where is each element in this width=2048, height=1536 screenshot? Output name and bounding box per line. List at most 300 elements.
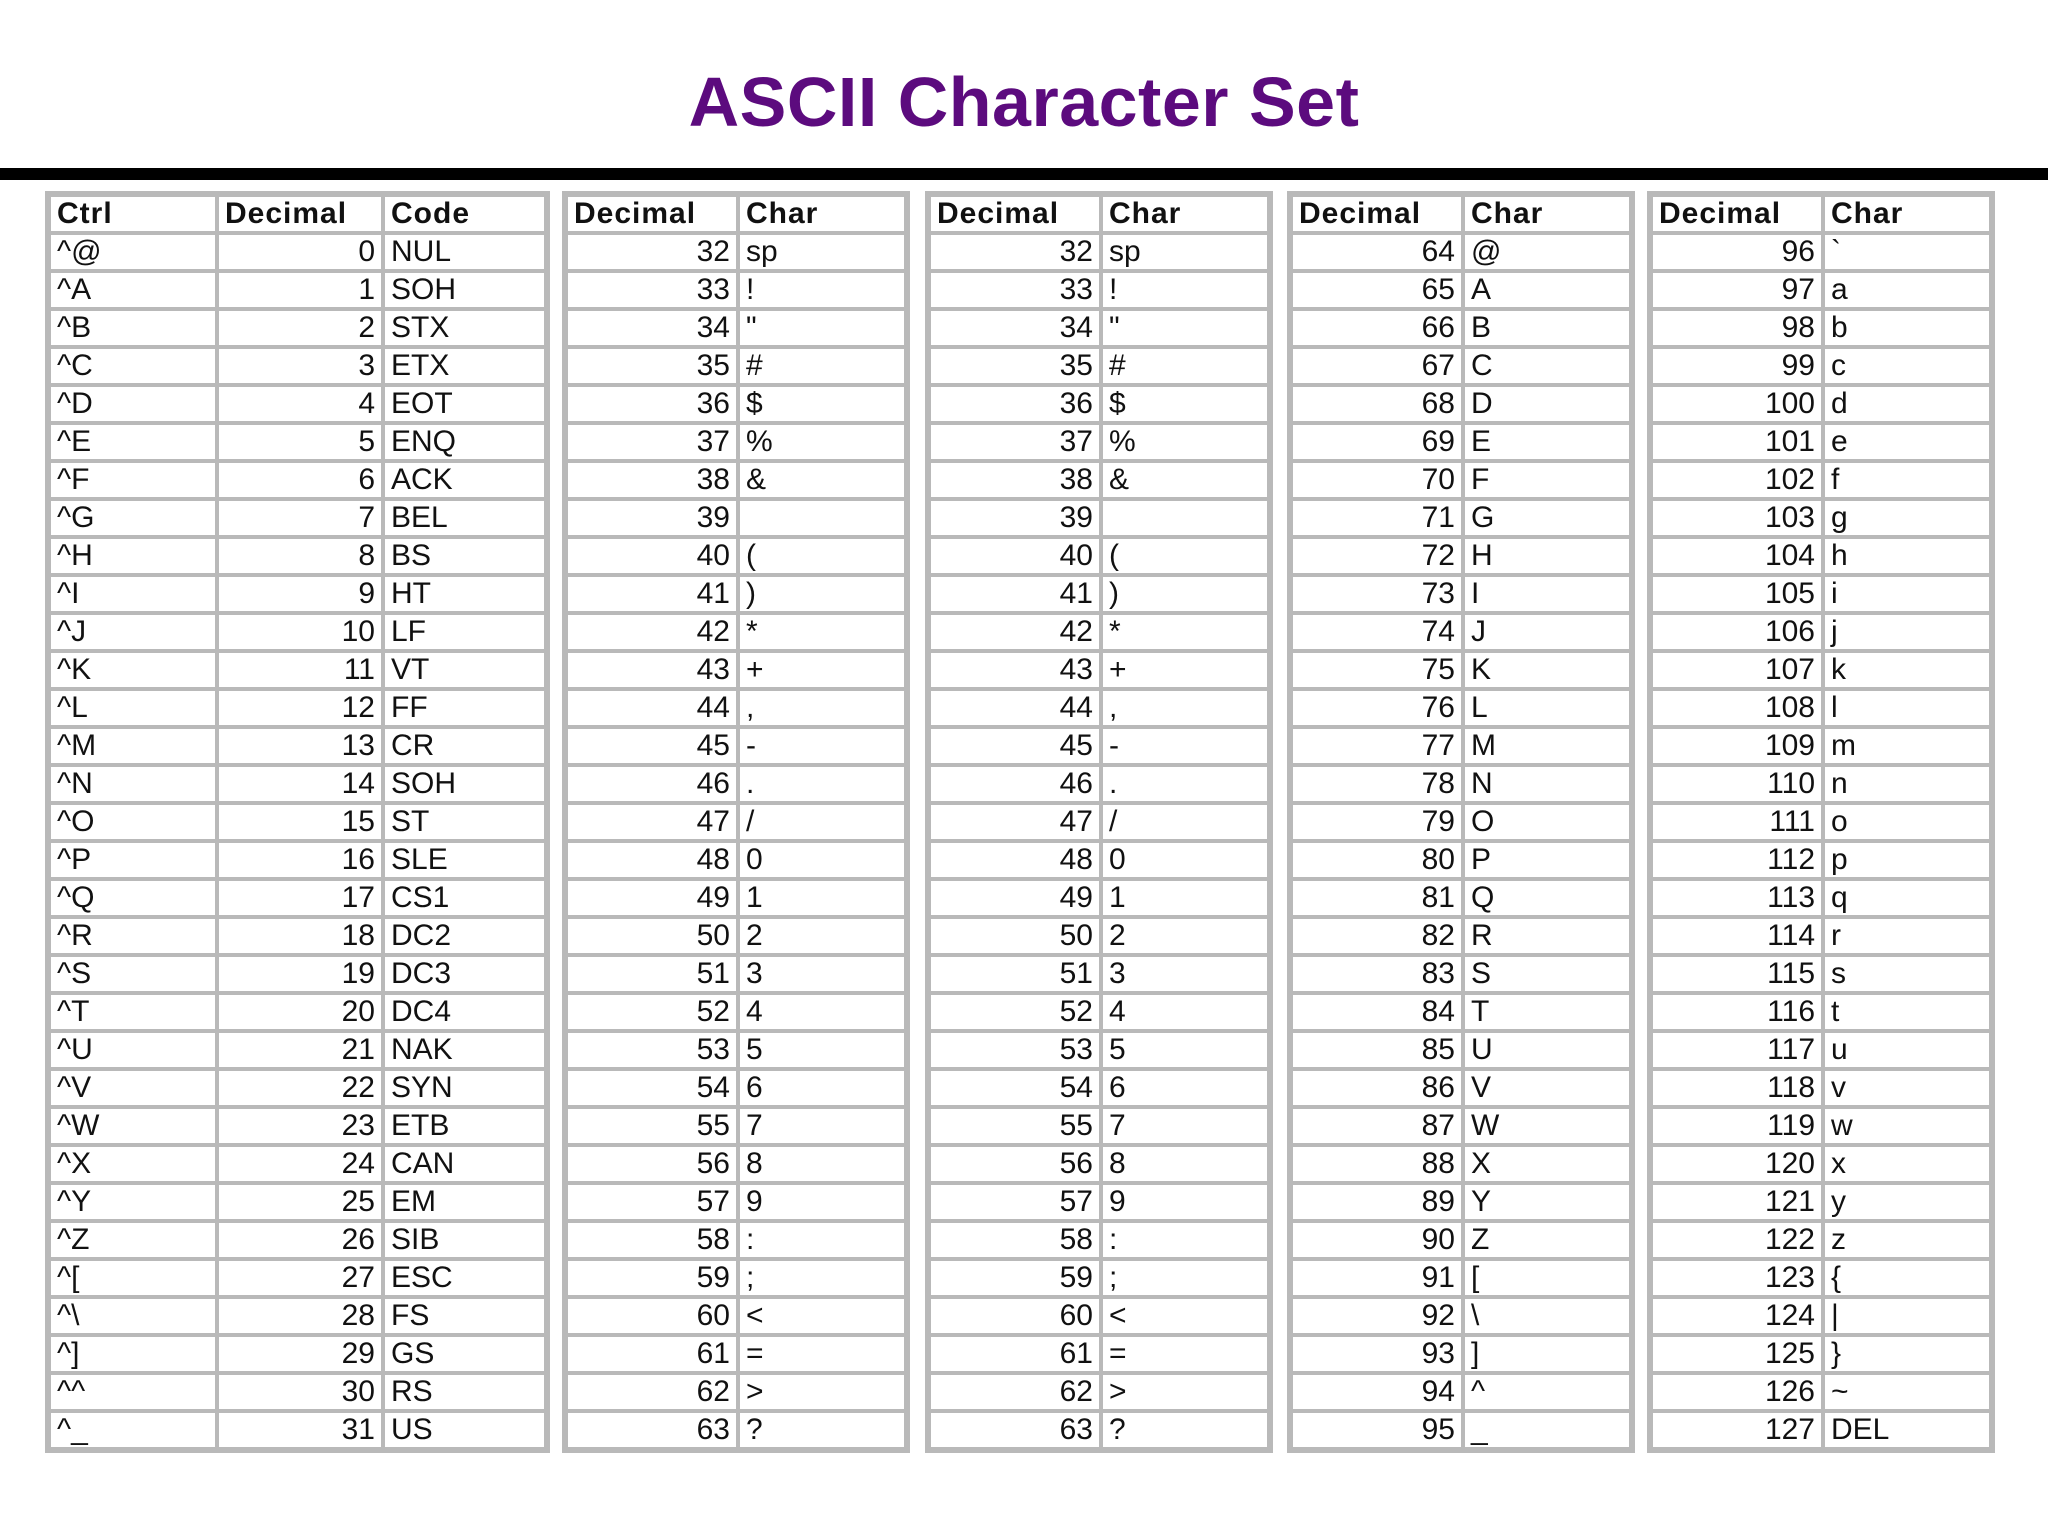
table-row [49, 1145, 546, 1183]
decimal-cell: 16 [217, 841, 383, 879]
decimal-cell: 38 [929, 461, 1101, 499]
char-cell: / [738, 803, 906, 841]
decimal-cell: 107 [1651, 651, 1823, 689]
table-row [929, 271, 1269, 309]
char-cell [1101, 499, 1269, 537]
table-row [566, 575, 906, 613]
decimal-cell: 36 [566, 385, 738, 423]
column-header-decimal: Decimal [566, 195, 738, 233]
char-cell: D [1463, 385, 1631, 423]
char-cell: " [1101, 309, 1269, 347]
char-cell: sp [1101, 233, 1269, 271]
decimal-cell: 88 [1291, 1145, 1463, 1183]
ctrl-cell: ^G [49, 499, 217, 537]
table-row [929, 879, 1269, 917]
table-row [1651, 841, 1991, 879]
table-row [1651, 271, 1991, 309]
code-cell: LF [383, 613, 546, 651]
table-row [1291, 1335, 1631, 1373]
decimal-cell: 55 [566, 1107, 738, 1145]
code-cell: STX [383, 309, 546, 347]
char-cell: 5 [738, 1031, 906, 1069]
decimal-cell: 63 [929, 1411, 1101, 1449]
decimal-cell: 64 [1291, 233, 1463, 271]
decimal-cell: 60 [566, 1297, 738, 1335]
char-cell: j [1823, 613, 1991, 651]
decimal-cell: 51 [929, 955, 1101, 993]
code-cell: CS1 [383, 879, 546, 917]
decimal-cell: 50 [566, 917, 738, 955]
decimal-cell: 36 [929, 385, 1101, 423]
char-cell: 1 [1101, 879, 1269, 917]
char-cell: / [1101, 803, 1269, 841]
char-cell: ( [738, 537, 906, 575]
table-row [929, 1297, 1269, 1335]
table-row [1291, 1031, 1631, 1069]
decimal-cell: 61 [566, 1335, 738, 1373]
decimal-cell: 31 [217, 1411, 383, 1449]
table-row [49, 1221, 546, 1259]
table-row [929, 1411, 1269, 1449]
ctrl-cell: ^D [49, 385, 217, 423]
decimal-cell: 37 [566, 423, 738, 461]
char-cell: _ [1463, 1411, 1631, 1449]
table-row [1651, 1335, 1991, 1373]
char-cell: , [1101, 689, 1269, 727]
char-cell: e [1823, 423, 1991, 461]
ctrl-cell: ^_ [49, 1411, 217, 1449]
table-row [1291, 461, 1631, 499]
table-row [1291, 993, 1631, 1031]
table-row [49, 613, 546, 651]
decimal-cell: 78 [1291, 765, 1463, 803]
char-cell: ! [1101, 271, 1269, 309]
code-cell: EM [383, 1183, 546, 1221]
column-header-char: Char [738, 195, 906, 233]
table-row [1651, 1259, 1991, 1297]
table-row [1651, 917, 1991, 955]
table-row [566, 423, 906, 461]
decimal-cell: 97 [1651, 271, 1823, 309]
table-row [1651, 651, 1991, 689]
char-cell: o [1823, 803, 1991, 841]
ctrl-cell: ^N [49, 765, 217, 803]
decimal-cell: 124 [1651, 1297, 1823, 1335]
code-cell: DC3 [383, 955, 546, 993]
char-cell: + [1101, 651, 1269, 689]
table-row [1651, 347, 1991, 385]
table-row [1291, 575, 1631, 613]
table-row [1291, 689, 1631, 727]
decimal-cell: 60 [929, 1297, 1101, 1335]
decimal-cell: 41 [566, 575, 738, 613]
decimal-cell: 46 [929, 765, 1101, 803]
decimal-cell: 39 [566, 499, 738, 537]
decimal-cell: 52 [566, 993, 738, 1031]
table-row [1651, 1031, 1991, 1069]
decimal-cell: 18 [217, 917, 383, 955]
char-cell: m [1823, 727, 1991, 765]
table-row [566, 385, 906, 423]
decimal-cell: 34 [566, 309, 738, 347]
decimal-cell: 125 [1651, 1335, 1823, 1373]
char-cell: d [1823, 385, 1991, 423]
table-row [1291, 537, 1631, 575]
table-row [49, 765, 546, 803]
table-row [1651, 1373, 1991, 1411]
decimal-cell: 42 [929, 613, 1101, 651]
char-cell: + [738, 651, 906, 689]
table-row [1651, 613, 1991, 651]
decimal-cell: 86 [1291, 1069, 1463, 1107]
decimal-cell: 59 [566, 1259, 738, 1297]
char-cell: 6 [1101, 1069, 1269, 1107]
code-cell: SLE [383, 841, 546, 879]
char-cell: x [1823, 1145, 1991, 1183]
decimal-cell: 34 [929, 309, 1101, 347]
char-cell: @ [1463, 233, 1631, 271]
decimal-cell: 57 [566, 1183, 738, 1221]
char-cell: R [1463, 917, 1631, 955]
char-cell: 4 [738, 993, 906, 1031]
table-row [566, 613, 906, 651]
decimal-cell: 51 [566, 955, 738, 993]
decimal-cell: 48 [566, 841, 738, 879]
decimal-cell: 20 [217, 993, 383, 1031]
decimal-cell: 24 [217, 1145, 383, 1183]
table-row [929, 1373, 1269, 1411]
char-cell: 6 [738, 1069, 906, 1107]
decimal-cell: 38 [566, 461, 738, 499]
table-row [929, 613, 1269, 651]
decimal-cell: 105 [1651, 575, 1823, 613]
table-row [1291, 233, 1631, 271]
char-cell: u [1823, 1031, 1991, 1069]
ctrl-cell: ^U [49, 1031, 217, 1069]
decimal-cell: 15 [217, 803, 383, 841]
char-cell: | [1823, 1297, 1991, 1335]
column-header-decimal: Decimal [1651, 195, 1823, 233]
decimal-cell: 74 [1291, 613, 1463, 651]
decimal-cell: 25 [217, 1183, 383, 1221]
char-cell: 4 [1101, 993, 1269, 1031]
table-row [929, 309, 1269, 347]
char-cell: 9 [1101, 1183, 1269, 1221]
char-cell: q [1823, 879, 1991, 917]
table-row [566, 765, 906, 803]
decimal-cell: 121 [1651, 1183, 1823, 1221]
table-row [49, 1411, 546, 1449]
char-cell: A [1463, 271, 1631, 309]
table-row [929, 1259, 1269, 1297]
table-row [1651, 1221, 1991, 1259]
table-row [49, 271, 546, 309]
decimal-cell: 75 [1291, 651, 1463, 689]
char-cell: $ [738, 385, 906, 423]
table-row [49, 575, 546, 613]
decimal-cell: 41 [929, 575, 1101, 613]
decimal-cell: 123 [1651, 1259, 1823, 1297]
code-cell: BEL [383, 499, 546, 537]
decimal-cell: 11 [217, 651, 383, 689]
char-cell: t [1823, 993, 1991, 1031]
decimal-cell: 95 [1291, 1411, 1463, 1449]
table-row [49, 1069, 546, 1107]
table-row [929, 233, 1269, 271]
char-cell: i [1823, 575, 1991, 613]
decimal-cell: 77 [1291, 727, 1463, 765]
decimal-cell: 28 [217, 1297, 383, 1335]
decimal-cell: 21 [217, 1031, 383, 1069]
char-cell: $ [1101, 385, 1269, 423]
decimal-cell: 13 [217, 727, 383, 765]
char-cell: & [738, 461, 906, 499]
code-cell: NUL [383, 233, 546, 271]
code-cell: US [383, 1411, 546, 1449]
decimal-cell: 30 [217, 1373, 383, 1411]
table-row [566, 347, 906, 385]
ctrl-cell: ^L [49, 689, 217, 727]
table-row [566, 841, 906, 879]
ctrl-cell: ^X [49, 1145, 217, 1183]
table-row [566, 1145, 906, 1183]
table-row [1291, 841, 1631, 879]
table-row [1651, 879, 1991, 917]
decimal-cell: 5 [217, 423, 383, 461]
decimal-cell: 101 [1651, 423, 1823, 461]
table-row [929, 385, 1269, 423]
table-row [1291, 1259, 1631, 1297]
table-row [49, 879, 546, 917]
table-row [1291, 347, 1631, 385]
char-cell [738, 499, 906, 537]
table-row [49, 1183, 546, 1221]
ctrl-cell: ^J [49, 613, 217, 651]
decimal-cell: 33 [929, 271, 1101, 309]
table-row [1651, 689, 1991, 727]
decimal-cell: 17 [217, 879, 383, 917]
table-row [1291, 423, 1631, 461]
decimal-cell: 0 [217, 233, 383, 271]
char-cell: { [1823, 1259, 1991, 1297]
decimal-cell: 54 [566, 1069, 738, 1107]
table-row [1291, 309, 1631, 347]
decimal-cell: 99 [1651, 347, 1823, 385]
decimal-cell: 49 [929, 879, 1101, 917]
decimal-cell: 45 [929, 727, 1101, 765]
char-cell: b [1823, 309, 1991, 347]
table-row [49, 803, 546, 841]
decimal-cell: 80 [1291, 841, 1463, 879]
table-row [49, 993, 546, 1031]
char-cell: " [738, 309, 906, 347]
char-cell: z [1823, 1221, 1991, 1259]
decimal-cell: 61 [929, 1335, 1101, 1373]
ctrl-cell: ^@ [49, 233, 217, 271]
table-row [929, 765, 1269, 803]
char-cell: 1 [738, 879, 906, 917]
printable-chars-table-96-127 [1647, 191, 1995, 1453]
decimal-cell: 58 [929, 1221, 1101, 1259]
char-cell: Q [1463, 879, 1631, 917]
ctrl-cell: ^R [49, 917, 217, 955]
code-cell: ETB [383, 1107, 546, 1145]
table-row [566, 689, 906, 727]
char-cell: 8 [738, 1145, 906, 1183]
char-cell: W [1463, 1107, 1631, 1145]
table-row [49, 1107, 546, 1145]
table-row [929, 955, 1269, 993]
table-row [49, 1259, 546, 1297]
code-cell: DC4 [383, 993, 546, 1031]
char-cell: s [1823, 955, 1991, 993]
decimal-cell: 43 [566, 651, 738, 689]
decimal-cell: 72 [1291, 537, 1463, 575]
ctrl-cell: ^S [49, 955, 217, 993]
ctrl-cell: ^Q [49, 879, 217, 917]
char-cell: ( [1101, 537, 1269, 575]
table-row [566, 1297, 906, 1335]
table-row [566, 993, 906, 1031]
ctrl-cell: ^K [49, 651, 217, 689]
char-cell: ! [738, 271, 906, 309]
char-cell: T [1463, 993, 1631, 1031]
decimal-cell: 3 [217, 347, 383, 385]
char-cell: < [738, 1297, 906, 1335]
table-row [1651, 461, 1991, 499]
char-cell: g [1823, 499, 1991, 537]
char-cell: [ [1463, 1259, 1631, 1297]
table-row [566, 1031, 906, 1069]
code-cell: CR [383, 727, 546, 765]
column-header-char: Char [1101, 195, 1269, 233]
char-cell: ) [1101, 575, 1269, 613]
ctrl-cell: ^M [49, 727, 217, 765]
table-row [49, 347, 546, 385]
char-cell: - [738, 727, 906, 765]
table-row [1291, 271, 1631, 309]
title-divider [0, 168, 2048, 180]
table-row [1651, 309, 1991, 347]
char-cell: V [1463, 1069, 1631, 1107]
table-row [566, 1411, 906, 1449]
table-row [566, 955, 906, 993]
decimal-cell: 56 [929, 1145, 1101, 1183]
column-header-decimal: Decimal [929, 195, 1101, 233]
char-cell: = [1101, 1335, 1269, 1373]
decimal-cell: 126 [1651, 1373, 1823, 1411]
table-row [1651, 955, 1991, 993]
char-cell: } [1823, 1335, 1991, 1373]
table-row [929, 1145, 1269, 1183]
table-row [49, 1031, 546, 1069]
decimal-cell: 83 [1291, 955, 1463, 993]
char-cell: X [1463, 1145, 1631, 1183]
table-row [929, 1335, 1269, 1373]
char-cell: 2 [738, 917, 906, 955]
code-cell: GS [383, 1335, 546, 1373]
table-row [929, 1183, 1269, 1221]
char-cell: P [1463, 841, 1631, 879]
code-cell: BS [383, 537, 546, 575]
table-row [1291, 879, 1631, 917]
table-row [566, 1069, 906, 1107]
table-row [49, 1297, 546, 1335]
decimal-cell: 70 [1291, 461, 1463, 499]
page-title: ASCII Character Set [688, 63, 1360, 141]
table-row [566, 1183, 906, 1221]
decimal-cell: 14 [217, 765, 383, 803]
control-codes-table [45, 191, 550, 1453]
decimal-cell: 63 [566, 1411, 738, 1449]
code-cell: SOH [383, 765, 546, 803]
table-row [1291, 1069, 1631, 1107]
code-cell: ACK [383, 461, 546, 499]
decimal-cell: 114 [1651, 917, 1823, 955]
table-row [566, 1221, 906, 1259]
char-cell: 8 [1101, 1145, 1269, 1183]
char-cell: O [1463, 803, 1631, 841]
decimal-cell: 46 [566, 765, 738, 803]
table-row [49, 233, 546, 271]
decimal-cell: 44 [566, 689, 738, 727]
char-cell: f [1823, 461, 1991, 499]
table-row [1291, 1373, 1631, 1411]
table-row [49, 1373, 546, 1411]
char-cell: p [1823, 841, 1991, 879]
table-row [49, 689, 546, 727]
decimal-cell: 112 [1651, 841, 1823, 879]
decimal-cell: 59 [929, 1259, 1101, 1297]
decimal-cell: 106 [1651, 613, 1823, 651]
char-cell: > [1101, 1373, 1269, 1411]
char-cell: L [1463, 689, 1631, 727]
decimal-cell: 67 [1291, 347, 1463, 385]
char-cell: ; [738, 1259, 906, 1297]
char-cell: 3 [738, 955, 906, 993]
decimal-cell: 8 [217, 537, 383, 575]
char-cell: S [1463, 955, 1631, 993]
table-row [929, 993, 1269, 1031]
decimal-cell: 56 [566, 1145, 738, 1183]
decimal-cell: 115 [1651, 955, 1823, 993]
decimal-cell: 96 [1651, 233, 1823, 271]
ctrl-cell: ^A [49, 271, 217, 309]
table-row [49, 499, 546, 537]
table-row [566, 727, 906, 765]
decimal-cell: 1 [217, 271, 383, 309]
decimal-cell: 127 [1651, 1411, 1823, 1449]
printable-chars-table-32-63 [562, 191, 910, 1453]
decimal-cell: 76 [1291, 689, 1463, 727]
char-cell: F [1463, 461, 1631, 499]
decimal-cell: 45 [566, 727, 738, 765]
table-row [566, 879, 906, 917]
ctrl-cell: ^E [49, 423, 217, 461]
table-row [566, 271, 906, 309]
decimal-cell: 79 [1291, 803, 1463, 841]
ctrl-cell: ^C [49, 347, 217, 385]
decimal-cell: 58 [566, 1221, 738, 1259]
char-cell: > [738, 1373, 906, 1411]
decimal-cell: 117 [1651, 1031, 1823, 1069]
table-row [49, 917, 546, 955]
char-cell: H [1463, 537, 1631, 575]
table-row [1651, 765, 1991, 803]
table-row [1651, 233, 1991, 271]
decimal-cell: 53 [566, 1031, 738, 1069]
table-row [929, 537, 1269, 575]
